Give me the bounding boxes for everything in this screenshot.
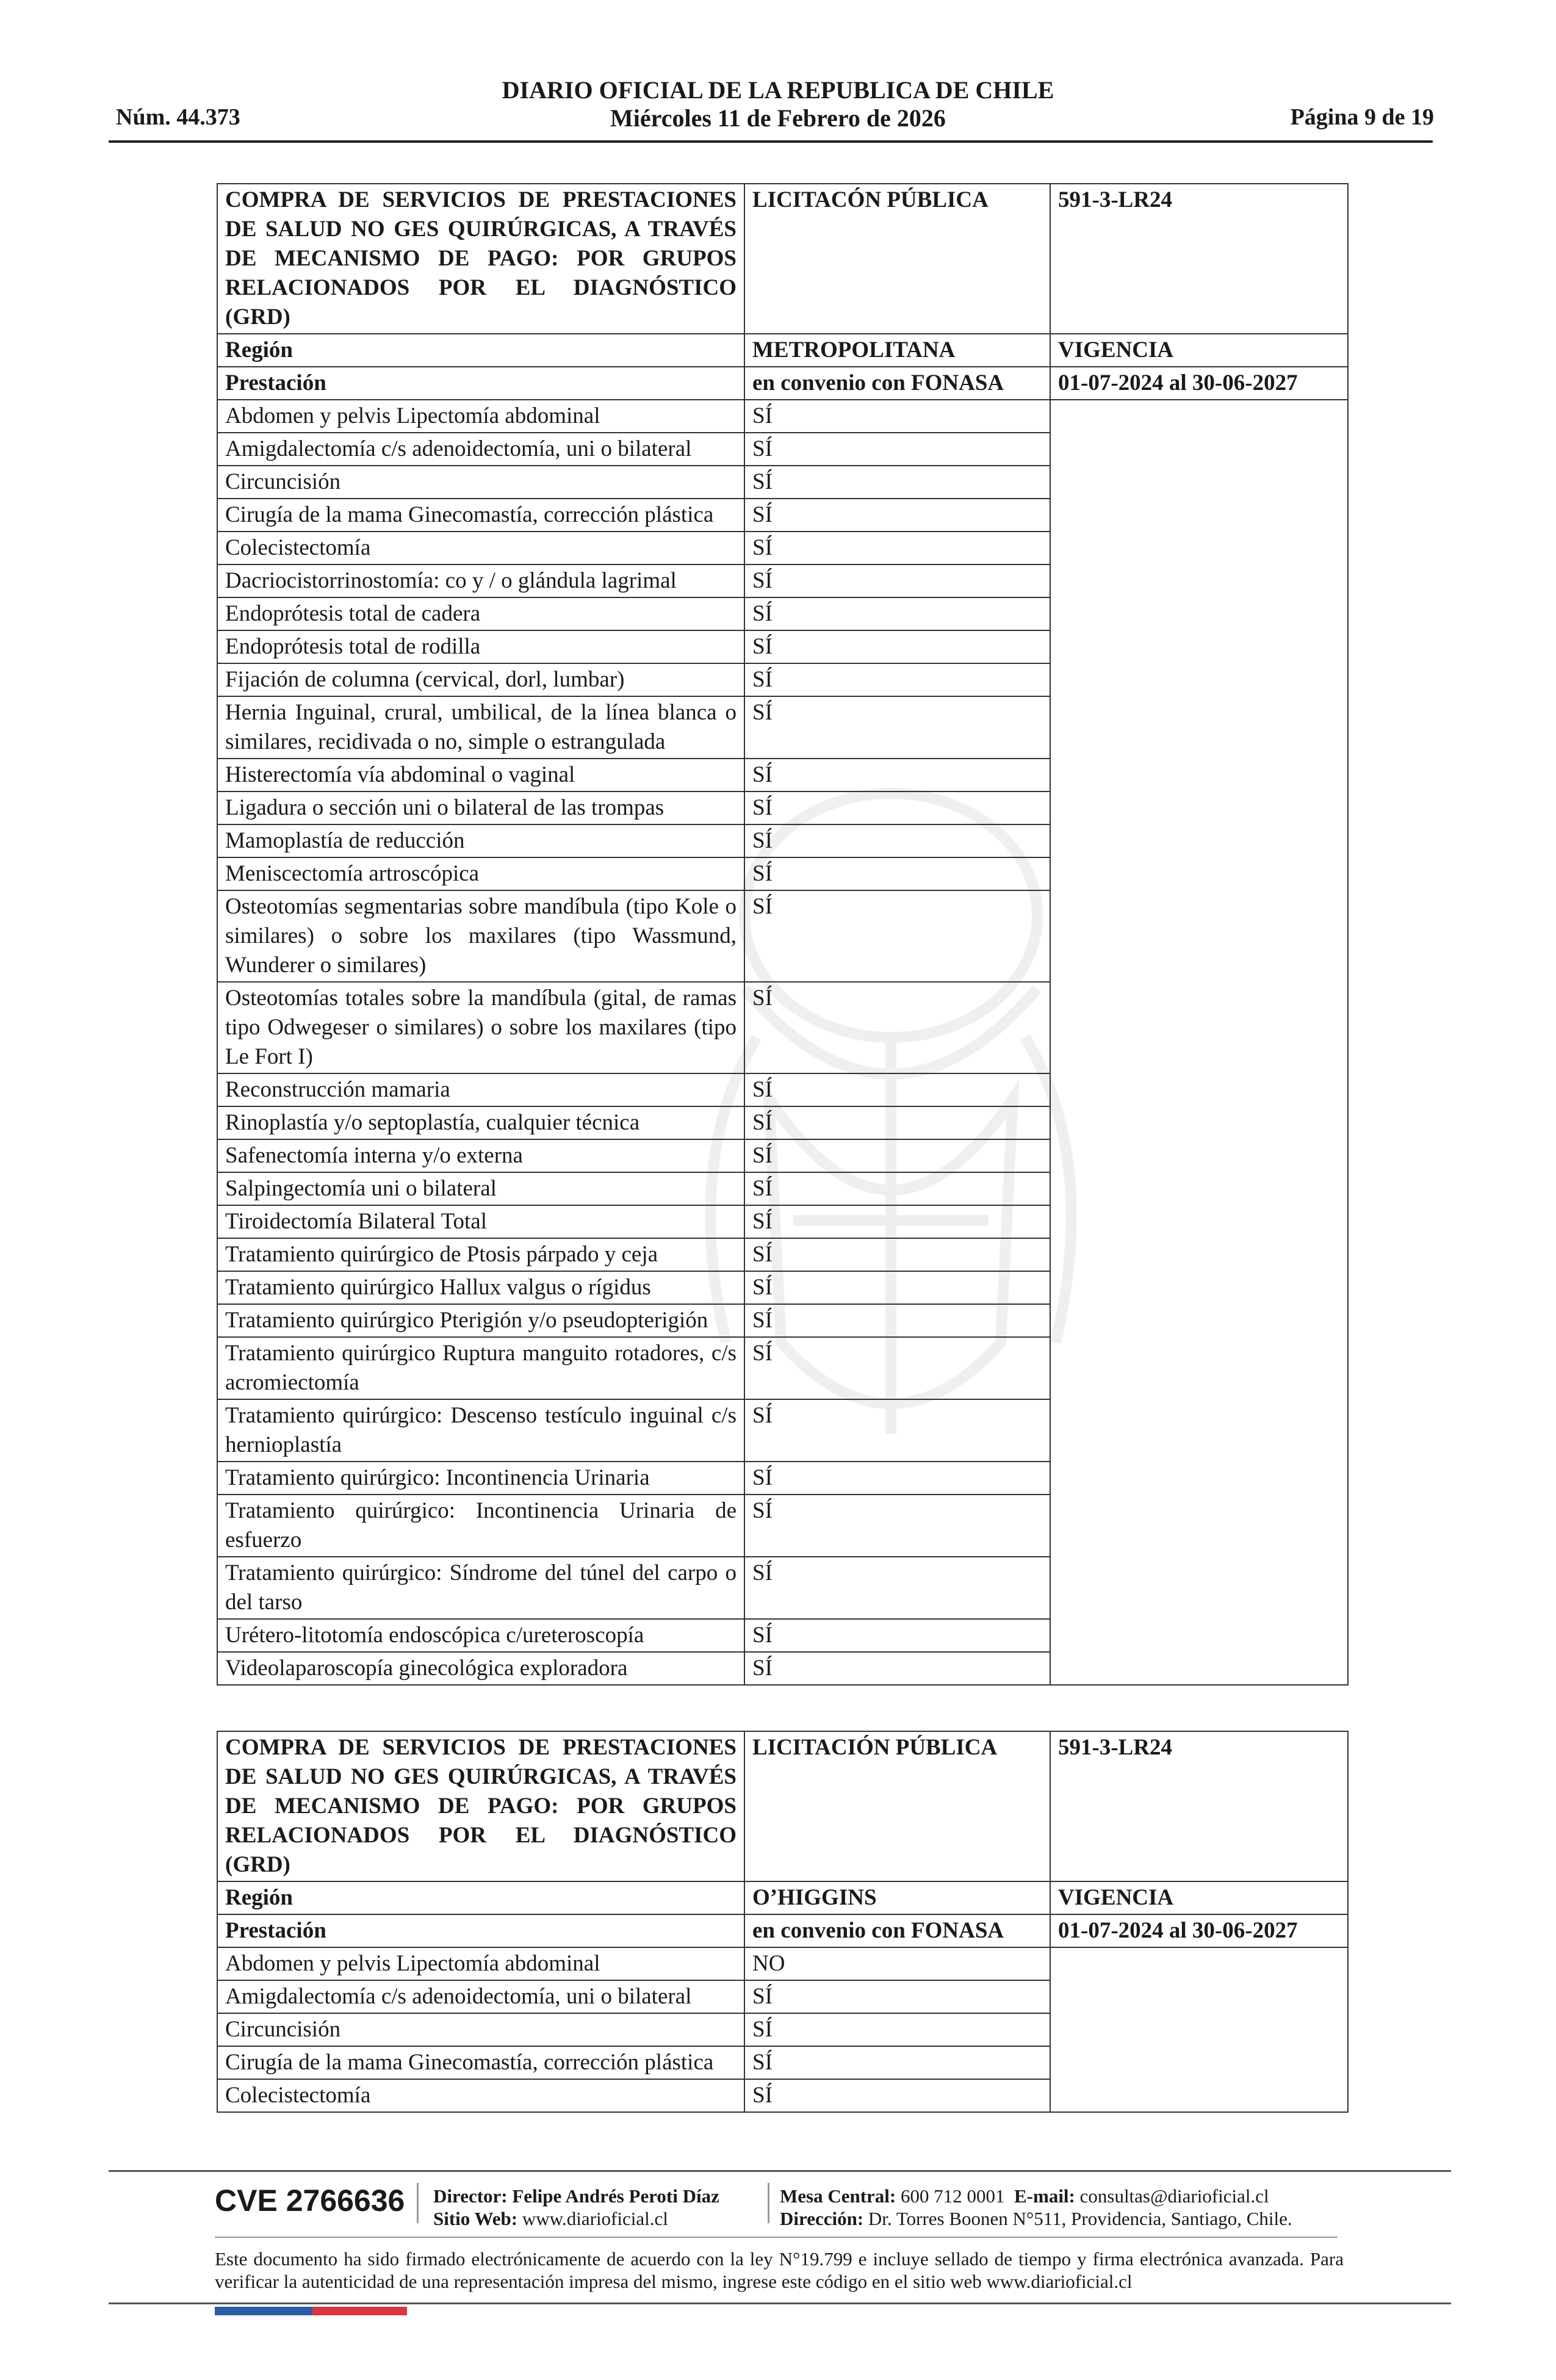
- procedure-status: SÍ: [744, 597, 1050, 630]
- procedure-name: Reconstrucción mamaria: [217, 1073, 744, 1106]
- address-value: Dr. Torres Boonen N°511, Providencia, Santiago, Chile.: [868, 2208, 1292, 2229]
- tender-title: COMPRA DE SERVICIOS DE PRESTACIONES DE SALUD NO GES QUIRÚRGICAS, A TRAVÉS DE MECANISMO DE PAGO: POR GRUPOS RELACIONADOS POR EL DIAGNÓSTICO (GRD): [217, 184, 744, 334]
- procedure-status: SÍ: [744, 466, 1050, 499]
- region-value: O’HIGGINS: [744, 1881, 1050, 1914]
- contact-info: [780, 2185, 1292, 2230]
- procedure-name: Endoprótesis total de cadera: [217, 597, 744, 630]
- procedure-name: Ligadura o sección uni o bilateral de las trompas: [217, 792, 744, 824]
- procedure-status: SÍ: [744, 1557, 1050, 1619]
- cve-code: CVE 2766636: [215, 2183, 405, 2218]
- prestacion-label: Prestación: [217, 367, 744, 400]
- region-row: [217, 334, 1348, 367]
- procedure-name: Cirugía de la mama Ginecomastía, corrección plástica: [217, 2046, 744, 2079]
- vigencia-value: 01-07-2024 al 30-06-2027: [1050, 1914, 1348, 1947]
- procedure-status: SÍ: [744, 1139, 1050, 1172]
- procedure-name: Osteotomías totales sobre la mandíbula (gital, de ramas tipo Odwegeser o similares) o sobre los maxilares (tipo Le Fort I): [217, 982, 744, 1073]
- procedure-name: Tratamiento quirúrgico: Síndrome del túnel del carpo o del tarso: [217, 1557, 744, 1619]
- convenio-label: en convenio con FONASA: [744, 367, 1050, 400]
- web-link[interactable]: www.diarioficial.cl: [522, 2208, 668, 2229]
- vigencia-value: 01-07-2024 al 30-06-2027: [1050, 367, 1348, 400]
- procedure-status: SÍ: [744, 1399, 1050, 1462]
- procedure-status: SÍ: [744, 890, 1050, 982]
- vigencia-label: VIGENCIA: [1050, 334, 1348, 367]
- procedure-name: Safenectomía interna y/o externa: [217, 1139, 744, 1172]
- publication-date: Miércoles 11 de Febrero de 2026: [610, 104, 946, 132]
- tender-type: LICITACÓN PÚBLICA: [744, 184, 1050, 334]
- web-label: Sitio Web:: [433, 2208, 518, 2229]
- region-label: Región: [217, 334, 744, 367]
- procedure-status: SÍ: [744, 663, 1050, 696]
- vigencia-label: VIGENCIA: [1050, 1881, 1348, 1914]
- procedure-name: Endoprótesis total de rodilla: [217, 630, 744, 663]
- procedure-name: Abdomen y pelvis Lipectomía abdominal: [217, 1947, 744, 1980]
- procedure-status: NO: [744, 1947, 1050, 1980]
- procedure-status: SÍ: [744, 982, 1050, 1073]
- address-label: Dirección:: [780, 2208, 864, 2229]
- procedure-name: Videolaparoscopía ginecológica exploradora: [217, 1652, 744, 1685]
- procedure-status: SÍ: [744, 433, 1050, 466]
- procedure-status: SÍ: [744, 1271, 1050, 1304]
- footer-divider-2: [215, 2237, 1338, 2238]
- procedure-status: SÍ: [744, 696, 1050, 759]
- convenio-label: en convenio con FONASA: [744, 1914, 1050, 1947]
- procedure-status: SÍ: [744, 564, 1050, 597]
- tender-title: COMPRA DE SERVICIOS DE PRESTACIONES DE SALUD NO GES QUIRÚRGICAS, A TRAVÉS DE MECANISMO DE PAGO: POR GRUPOS RELACIONADOS POR EL DIAGNÓSTICO (GRD): [217, 1731, 744, 1881]
- vigencia-empty-cell: [1050, 400, 1348, 1685]
- flag-stripe-blue: [215, 2307, 312, 2315]
- region-value: METROPOLITANA: [744, 334, 1050, 367]
- procedure-name: Colecistectomía: [217, 2079, 744, 2112]
- procedure-name: Salpingectomía uni o bilateral: [217, 1172, 744, 1205]
- tender-id: 591-3-LR24: [1050, 184, 1348, 334]
- procedure-name: Tratamiento quirúrgico Pterigión y/o pseudopterigión: [217, 1304, 744, 1337]
- legal-notice: Este documento ha sido firmado electrónicamente de acuerdo con la ley N°19.799 e incluye sellado de tiempo y firma electrónica avanzada. Para verificar la autenticidad de una representación impresa del mismo, ingrese este código en el sitio web www.diarioficial.cl: [215, 2248, 1344, 2292]
- flag-stripe-red: [312, 2307, 407, 2315]
- procedure-status: SÍ: [744, 1462, 1050, 1495]
- procedure-status: SÍ: [744, 1172, 1050, 1205]
- director-info: [433, 2185, 719, 2230]
- procedure-status: SÍ: [744, 532, 1050, 564]
- page-number: Página 9 de 19: [1290, 104, 1434, 130]
- vigencia-empty-cell: [1050, 1947, 1348, 2112]
- procedure-status: SÍ: [744, 1238, 1050, 1271]
- procedure-name: Rinoplastía y/o septoplastía, cualquier técnica: [217, 1106, 744, 1139]
- procedure-name: Dacriocistorrinostomía: co y / o glándula lagrimal: [217, 564, 744, 597]
- procedure-name: Hernia Inguinal, crural, umbilical, de la línea blanca o similares, recidivada o no, simple o estrangulada: [217, 696, 744, 759]
- header-divider: [109, 140, 1433, 143]
- director-name: Felipe Andrés Peroti Díaz: [512, 2185, 719, 2207]
- tender-type: LICITACIÓN PÚBLICA: [744, 1731, 1050, 1881]
- procedure-status: SÍ: [744, 2046, 1050, 2079]
- mesa-label: Mesa Central:: [780, 2185, 896, 2207]
- procedure-name: Tiroidectomía Bilateral Total: [217, 1205, 744, 1238]
- procedure-name: Tratamiento quirúrgico de Ptosis párpado y ceja: [217, 1238, 744, 1271]
- procedure-name: Amigdalectomía c/s adenoidectomía, uni o bilateral: [217, 433, 744, 466]
- procedure-name: Circuncisión: [217, 2013, 744, 2046]
- prestacion-header-row: [217, 367, 1348, 400]
- procedure-status: SÍ: [744, 1337, 1050, 1399]
- procedure-status: SÍ: [744, 400, 1050, 433]
- director-label: Director:: [433, 2185, 508, 2207]
- email-label: E-mail:: [1014, 2185, 1075, 2207]
- procedure-status: SÍ: [744, 1652, 1050, 1685]
- footer-separator: [417, 2183, 419, 2223]
- procedure-name: Fijación de columna (cervical, dorl, lumbar): [217, 663, 744, 696]
- issue-number: Núm. 44.373: [116, 104, 240, 130]
- procedure-status: SÍ: [744, 792, 1050, 824]
- procedure-name: Cirugía de la mama Ginecomastía, corrección plástica: [217, 499, 744, 532]
- region-row: [217, 1881, 1348, 1914]
- procedure-status: SÍ: [744, 824, 1050, 857]
- prestacion-header-row: [217, 1914, 1348, 1947]
- footer-separator: [768, 2183, 769, 2223]
- footer-divider-3: [109, 2302, 1451, 2304]
- procedure-status: SÍ: [744, 499, 1050, 532]
- procedure-name: Colecistectomía: [217, 532, 744, 564]
- procedure-name: Tratamiento quirúrgico: Incontinencia Urinaria de esfuerzo: [217, 1495, 744, 1557]
- procedure-status: SÍ: [744, 2079, 1050, 2112]
- procedure-name: Histerectomía vía abdominal o vaginal: [217, 759, 744, 792]
- procedure-name: Tratamiento quirúrgico: Incontinencia Urinaria: [217, 1462, 744, 1495]
- procedure-name: Amigdalectomía c/s adenoidectomía, uni o bilateral: [217, 1980, 744, 2013]
- procedure-status: SÍ: [744, 1205, 1050, 1238]
- procedure-status: SÍ: [744, 1304, 1050, 1337]
- table-row: [217, 1947, 1348, 1980]
- tender-table-ohiggins: [217, 1731, 1349, 2113]
- procedure-name: Abdomen y pelvis Lipectomía abdominal: [217, 400, 744, 433]
- footer-divider: [109, 2170, 1451, 2172]
- procedure-status: SÍ: [744, 1619, 1050, 1652]
- table-row: [217, 400, 1348, 433]
- prestacion-label: Prestación: [217, 1914, 744, 1947]
- procedure-status: SÍ: [744, 1073, 1050, 1106]
- procedure-status: SÍ: [744, 1980, 1050, 2013]
- publication-name: DIARIO OFICIAL DE LA REPUBLICA DE CHILE: [502, 76, 1054, 104]
- table-title-row: [217, 184, 1348, 334]
- procedure-status: SÍ: [744, 1106, 1050, 1139]
- procedure-name: Tratamiento quirúrgico Hallux valgus o rígidus: [217, 1271, 744, 1304]
- procedure-name: Circuncisión: [217, 466, 744, 499]
- tender-table-metropolitana: [217, 183, 1349, 1686]
- tender-id: 591-3-LR24: [1050, 1731, 1348, 1881]
- email-link[interactable]: consultas@diarioficial.cl: [1079, 2185, 1269, 2207]
- mesa-phone: 600 712 0001: [901, 2185, 1005, 2207]
- procedure-name: Meniscectomía artroscópica: [217, 857, 744, 890]
- table-title-row: [217, 1731, 1348, 1881]
- procedure-name: Mamoplastía de reducción: [217, 824, 744, 857]
- procedure-status: SÍ: [744, 630, 1050, 663]
- procedure-name: Urétero-litotomía endoscópica c/ureteroscopía: [217, 1619, 744, 1652]
- procedure-status: SÍ: [744, 1495, 1050, 1557]
- procedure-name: Tratamiento quirúrgico Ruptura manguito rotadores, c/s acromiectomía: [217, 1337, 744, 1399]
- procedure-status: SÍ: [744, 759, 1050, 792]
- region-label: Región: [217, 1881, 744, 1914]
- procedure-name: Tratamiento quirúrgico: Descenso testículo inguinal c/s hernioplastía: [217, 1399, 744, 1462]
- procedure-status: SÍ: [744, 2013, 1050, 2046]
- procedure-name: Osteotomías segmentarias sobre mandíbula (tipo Kole o similares) o sobre los maxilares (tipo Wassmund, Wunderer o similares): [217, 890, 744, 982]
- procedure-status: SÍ: [744, 857, 1050, 890]
